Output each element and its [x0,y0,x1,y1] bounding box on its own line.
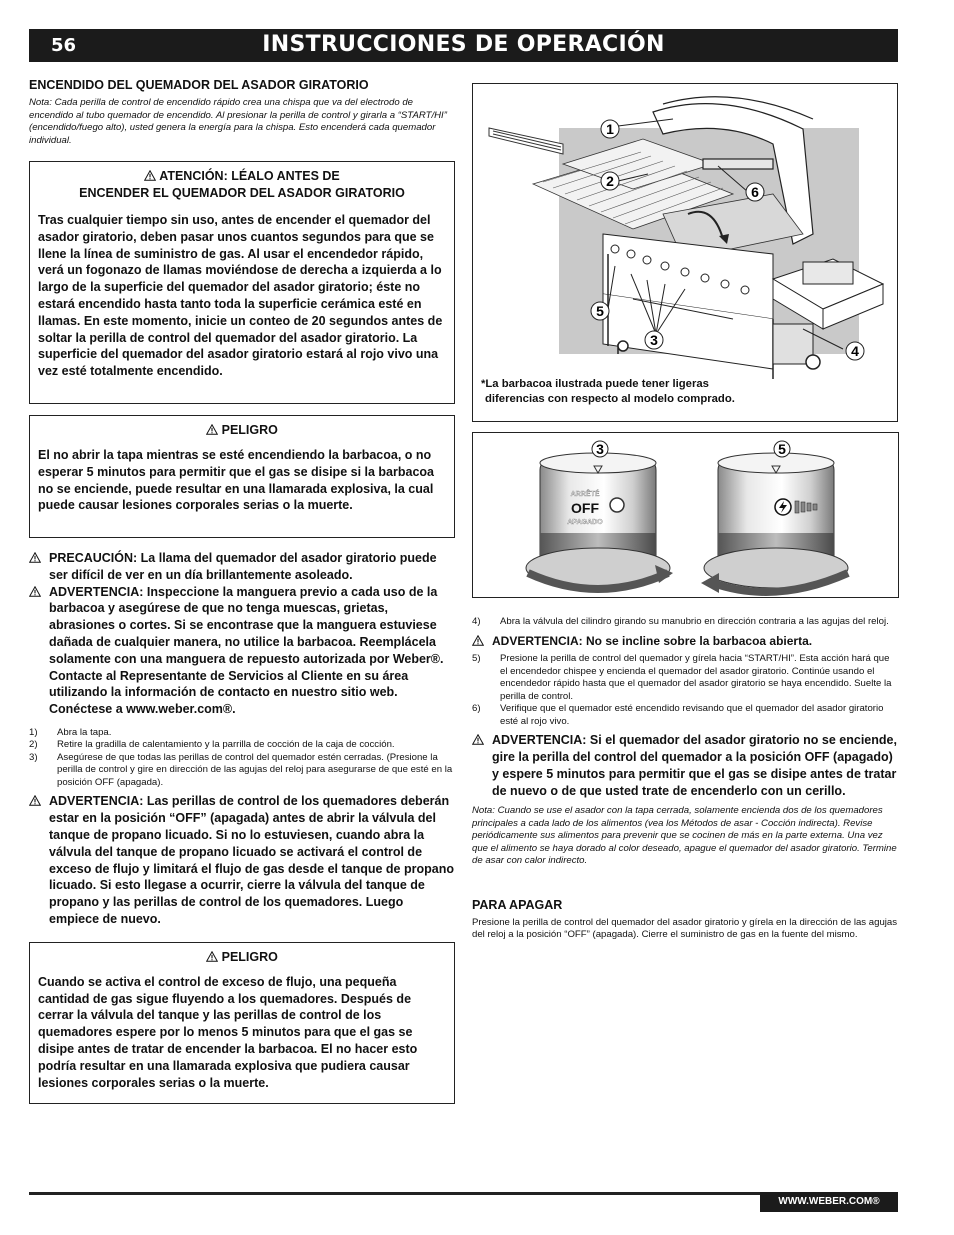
warning-triangle-icon [29,552,41,563]
warning-valves-item [29,793,455,927]
knob-off-text: OFF [571,500,599,516]
step-list-right-1 [472,616,899,629]
page-header [29,29,898,62]
list-item: 4) Abra la válvula del cilindro girando su manubrio en dirección contraria a las agujas del reloj. [472,616,889,627]
knob-callout-3: 3 [596,441,604,457]
footer-url: WWW.WEBER.COM® [760,1192,898,1212]
step-list-left [29,727,455,790]
list-item: 3) Asegúrese de que todas las perillas de control del quemador estén cerradas. (Presione la perilla de control y gire en dirección de las agujas del reloj para asegurarse de que esté en la posición OFF (apagada). [29,751,453,788]
callout-6: 6 [751,184,759,200]
knob-figure [472,432,899,598]
list-item: 5) Presione la perilla de control del quemador y gírela hacia “START/HI”. Esta acción hará que el encendedor chispee y encienda el quemador del asador giratorio. Continúe usando el encendedor rápido hasta que el quemador del asador giratorio se haya encendido. Suelte la perilla de control. [472,653,892,702]
warning-triangle-icon [29,795,41,806]
page-number: 56 [51,35,77,56]
callout-1: 1 [606,121,614,137]
warning-triangle-icon [206,951,218,962]
danger-box-1-body: El no abrir la tapa mientras se esté encendiendo la barbacoa, o no esperar 5 minutos para permitir que el gas se disipe si la barbacoa no se enciende, puede resultar en una llamarada explosiva, la cual puede causar lesiones corporales serias o la muerte. [38,448,434,513]
warning-triangle-icon [206,424,218,435]
warning-triangle-icon [472,635,484,646]
warning-hose-text: ADVERTENCIA: Inspeccione la manguera previo a cada uso de la barbacoa y asegúrese de que no tenga muescas, grietas, abrasiones o cortes. Si se encontrase que la manguera estuviese dañada de cualquier manera, no utilice la barbacoa. Reemplácela solamente con una manguera de repuesto autorizada por Weber®. Contacte al Representante de Servicios al Cliente en su área utilizando la información de contacto en nuestro sitio web. [49,584,444,700]
right-column [472,616,899,942]
list-item: 1) Abra la tapa. [29,726,112,738]
warning-triangle-icon [472,734,484,745]
callout-5: 5 [596,303,604,319]
knob-callout-5: 5 [778,441,786,457]
warning-noignite-text: ADVERTENCIA: Si el quemador del asador giratorio no se enciende, gire la perilla del control del quemador a la posición OFF (apagado) y espere 5 minutos para permitir que el gas se disipe antes de tratar de nuevo o de que usted trate de encenderlo con un cerillo. [492,733,897,798]
attention-box-title: ATENCIÓN: LÉALO ANTES DE ENCENDER EL QUEMADOR DEL ASADOR GIRATORIO [79,169,405,200]
left-column [29,78,455,1104]
warning-valves-text: ADVERTENCIA: Las perillas de control de los quemadores deberán estar en la posición “OFF” (apagada) antes de abrir la válvula del tanque de propano licuado. Si no lo estuviesen, cuando abra la válvula del tanque de propano licuado se activará el control de exceso de flujo y limitará el flujo de gas desde el tanque de propano licuado. Si esto llegase a ocurrir, cierre la válvula del tanque de propano y las perillas de control de los quemadores. Luego empiece de nuevo. [49,794,454,927]
grill-illustration [473,84,897,421]
warning-hose-item [29,584,455,718]
callout-4: 4 [851,343,859,359]
danger-box-1 [29,415,455,538]
list-item: 2) Retire la gradilla de calentamiento y la parrilla de cocción de la caja de cocción. [29,739,395,751]
caution-text: PRECAUCIÓN: La llama del quemador del asador giratorio puede ser difícil de ver en un día brillantemente asoleado. [49,551,437,582]
warning-triangle-icon [144,170,156,181]
knob-start-position [701,453,848,593]
warning-lean-item [472,633,899,650]
callout-3: 3 [650,332,658,348]
ignition-note: Nota: Cada perilla de control de encendido rápido crea una chispa que va del electrodo de encendido al tubo quemador de encendido. Al presionar la perilla de control y girarla a “START/HI” (encendido/fuego alto), usted genera la energía para la chispa. Esto encenderá cada quemador individual. [29,97,447,146]
attention-box-body: Tras cualquier tiempo sin uso, antes de encender el quemador del asador giratorio, deben pasar unos cuantos segundos para que se llene la línea de suministro de gas. Al usar el encendedor rápido, verá un fogonazo de llamas moviéndose de derecha a izquierda a lo largo de la superficie del quemador del asador giratorio; éste no estará encendido hasta tanto toda la superficie cerámica esté en llamas. En este momento, inicie un conteo de 20 segundos antes de soltar la perilla de control del quemador del asador giratorio. La superficie del quemador del asador giratorio estará al rojo vivo una vez esté totalmente encendido. [38,213,443,379]
danger-box-1-title: PELIGRO [38,422,446,439]
grill-figure [472,83,898,422]
figure-caption: *La barbacoa ilustrada puede tener ligeras diferencias con respecto al modelo comprado. [481,378,735,405]
warning-lean-text: ADVERTENCIA: No se incline sobre la barbacoa abierta. [492,633,813,648]
danger-box-2-title: PELIGRO [38,949,446,966]
warning-hose-web: Conéctese a www.weber.com®. [49,702,236,717]
knob-top-text: ARRÊTÉ [570,491,600,498]
knob-off-position [526,453,673,589]
page-title: INSTRUCCIONES DE OPERACIÓN [262,32,665,57]
step-list-right-2 [472,653,899,728]
off-section-title: PARA APAGAR [472,897,563,912]
list-item: 6) Verifique que el quemador esté encendido revisando que el quemador del asador giratorio esté al rojo vivo. [472,703,884,727]
callout-2: 2 [606,173,614,189]
warning-triangle-icon [29,586,41,597]
lid-note: Nota: Cuando se use el asador con la tapa cerrada, solamente encienda dos de los quemadores principales a cada lado de los alimentos (vea los Métodos de asar - Cocción indirecta). Revise periódicamente sus alimentos para prevenir que se cocinen de más en la parte externa. Una vez que el alimento se haya dorado al color deseado, apague el quemador del asador giratorio. Termine de asar con calor indirecto. [472,805,897,867]
caution-item [29,550,455,584]
attention-box [29,161,455,404]
knob-bottom-text: APAGADO [567,519,603,526]
warning-noignite-item [472,732,899,799]
danger-box-2-body: Cuando se activa el control de exceso de flujo, una pequeña cantidad de gas sigue fluyendo a los quemadores. Después de cerrar la válvula del tanque y las perillas de control de los quemadores espere por lo menos 5 minutos para que el gas se disipe antes de tratar de encender la barbacoa. El no hacer esto podría resultar en una llamarada explosiva que pudiera causar lesiones corporales serias o la muerte. [38,974,418,1090]
off-section-body: Presione la perilla de control del quemador del asador giratorio y gírela en la dirección de las agujas del reloj a la posición “OFF” (apagada). Cierre el suministro de gas en la fuente del mismo. [472,916,898,941]
knob-illustration [473,433,898,597]
danger-box-2 [29,942,455,1104]
section-title: ENCENDIDO DEL QUEMADOR DEL ASADOR GIRATORIO [29,78,369,92]
